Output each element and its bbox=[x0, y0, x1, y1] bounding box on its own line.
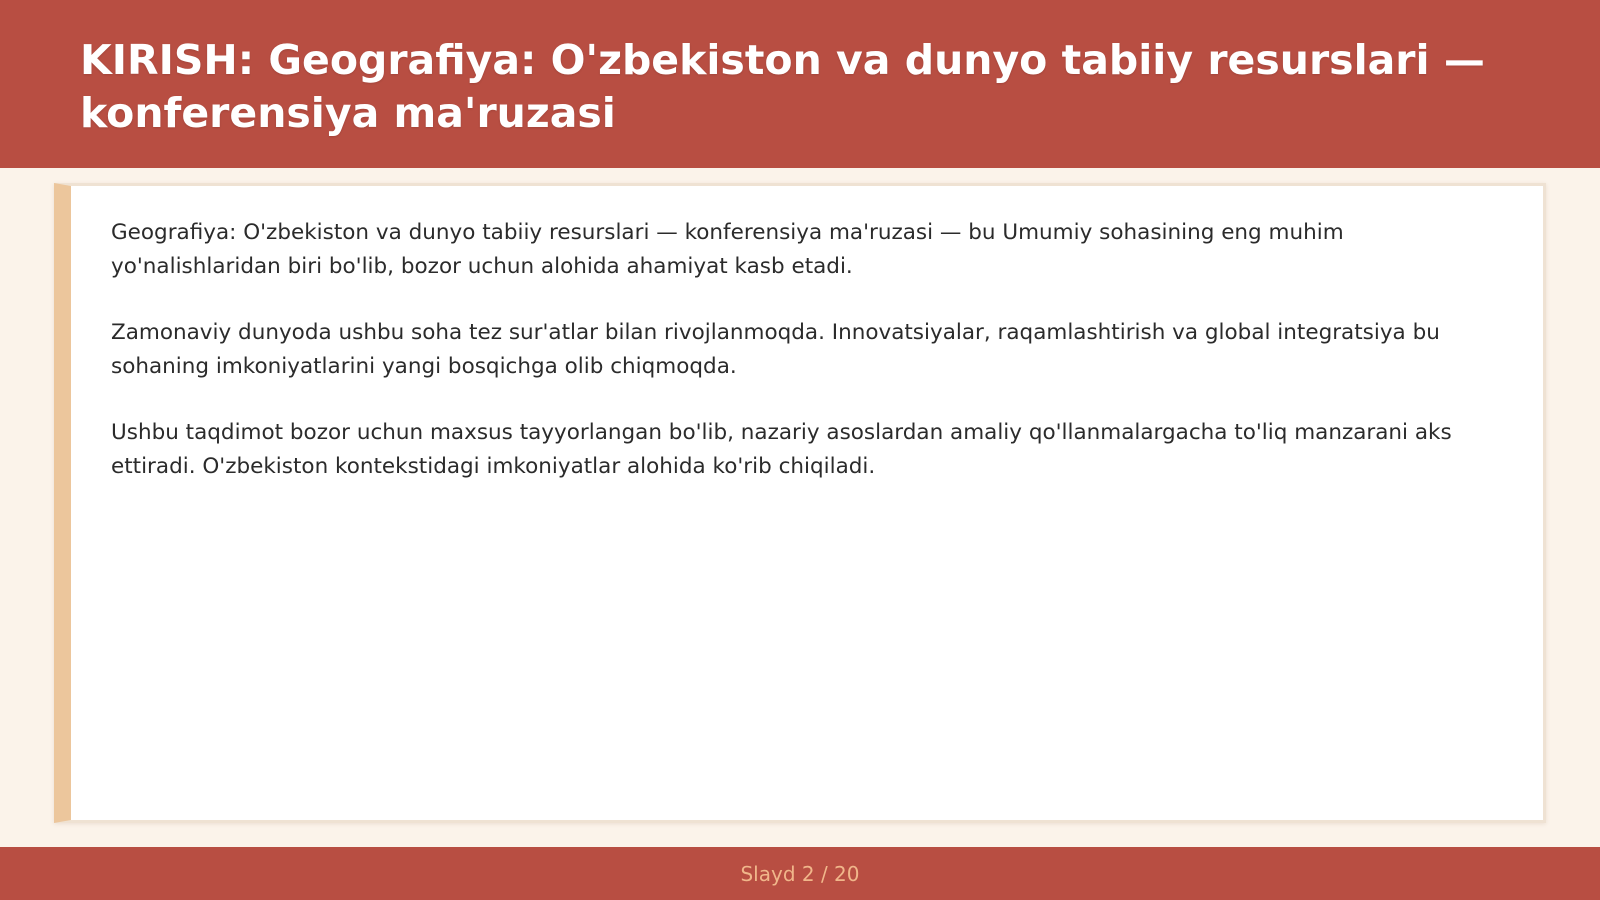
paragraph-3: Ushbu taqdimot bozor uchun maxsus tayyorlangan bo'lib, nazariy asoslardan amaliy qo'llanmalargacha to'liq manzarani aks ettiradi. O'zbekiston kontekstidagi imkoniyatlar alohida ko'rib chiqiladi. bbox=[111, 420, 1452, 479]
slide-title: KIRISH: Geografiya: O'zbekiston va dunyo tabiiy resurslari — konferensiya ma'ruzasi bbox=[80, 36, 1485, 137]
paragraph-2: Zamonaviy dunyoda ushbu soha tez sur'atlar bilan rivojlanmoqda. Innovatsiyalar, raqamlashtirish va global integratsiya bu sohaning imkoniyatlarini yangi bosqichga olib chiqmoqda. bbox=[111, 320, 1440, 379]
slide-counter: Slayd 2 / 20 bbox=[740, 861, 860, 886]
paragraph-1: Geografiya: O'zbekiston va dunyo tabiiy resurslari — konferensiya ma'ruzasi — bu Umumiy sohasining eng muhim yo'nalishlaridan biri bo'lib, bozor uchun alohida ahamiyat kasb etadi. bbox=[111, 220, 1344, 279]
slide-header bbox=[0, 0, 1600, 168]
content-card bbox=[54, 183, 1546, 823]
slide-footer bbox=[0, 847, 1600, 900]
